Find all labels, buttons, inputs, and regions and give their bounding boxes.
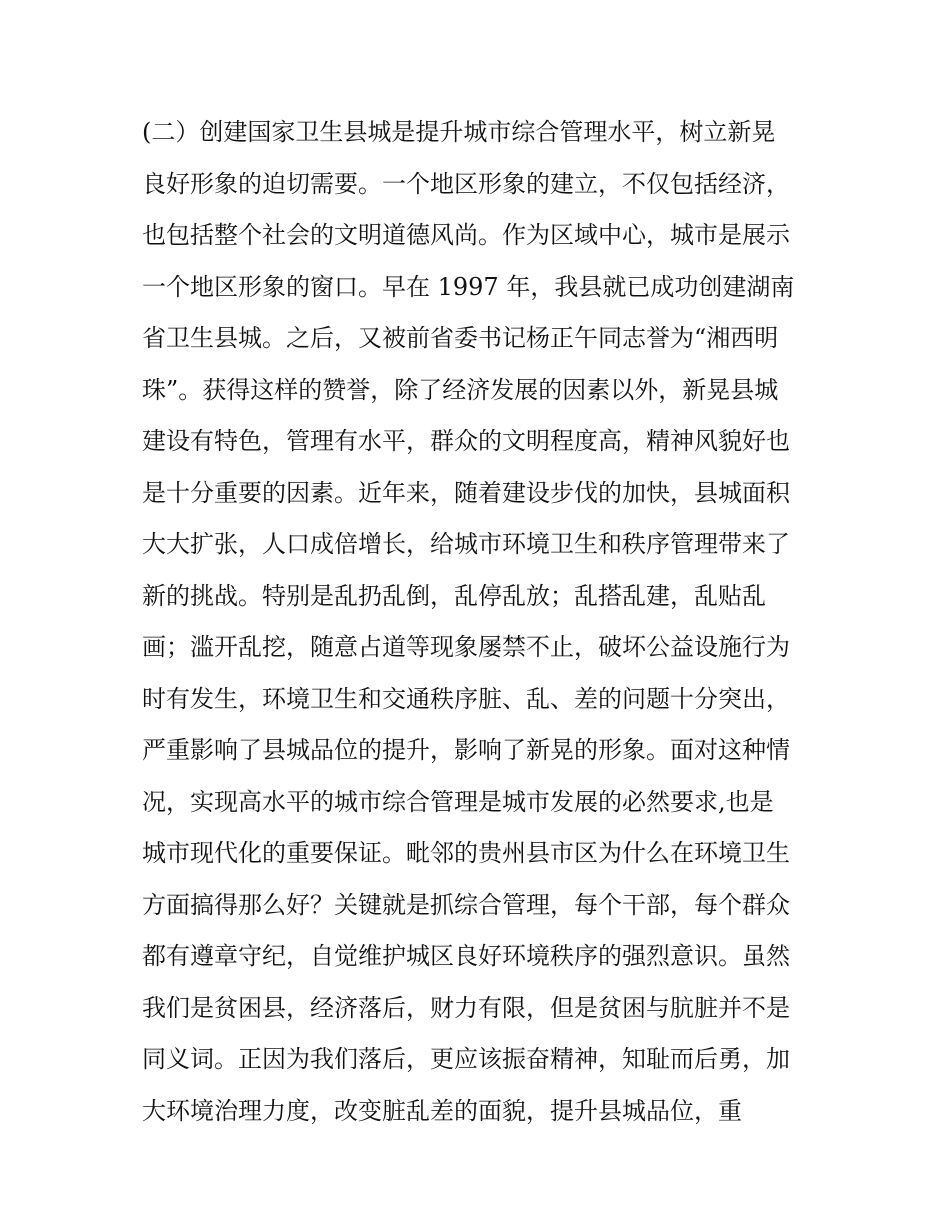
text-line-18: 我们是贫困县，经济落后，财力有限，但是贫困与肮脏并不是 — [142, 993, 790, 1022]
text-line-7: 建设有特色，管理有水平，群众的文明程度高，精神风貌好也 — [142, 427, 790, 455]
text-line-15: 城市现代化的重要保证。毗邻的贵州县市区为什么在环境卫生 — [142, 839, 790, 867]
text-line-10: 新的挑战。特别是乱扔乱倒，乱停乱放；乱搭乱建，乱贴乱 — [142, 581, 766, 610]
text-line-19: 同义词。正因为我们落后，更应该振奋精神，知耻而后勇，加 — [142, 1045, 790, 1073]
text-line-12: 时有发生，环境卫生和交通秩序脏、乱、差的问题十分突出， — [142, 684, 790, 713]
text-line-9: 大大扩张，人口成倍增长，给城市环境卫生和秩序管理带来了 — [142, 530, 790, 558]
text-line-3: 也包括整个社会的文明道德风尚。作为区域中心，城市是展示 — [142, 221, 790, 249]
text-line-13: 严重影响了县城品位的提升，影响了新晃的形象。面对这种情 — [142, 736, 790, 764]
text-line-16: 方面搞得那么好？关键就是抓综合管理，每个干部，每个群众 — [142, 890, 790, 919]
text-line-6: 珠”。获得这样的赞誉，除了经济发展的因素以外，新晃县城 — [142, 375, 779, 404]
text-line-17: 都有遵章守纪，自觉维护城区良好环境秩序的强烈意识。虽然 — [142, 942, 790, 970]
text-line-1: (二）创建国家卫生县城是提升城市综合管理水平，树立新晃 — [142, 118, 776, 146]
text-line-11: 画；滥开乱挖，随意占道等现象屡禁不止，破坏公益设施行为 — [142, 633, 790, 661]
text-line-2: 良好形象的迫切需要。一个地区形象的建立，不仅包括经济， — [142, 169, 790, 198]
text-line-8: 是十分重要的因素。近年来，随着建设步伐的加快，县城面积 — [142, 478, 790, 507]
text-line-20: 大环境治理力度，改变脏乱差的面貌，提升县城品位，重 — [142, 1096, 742, 1125]
text-line-4: 一个地区形象的窗口。早在 1997 年，我县就已成功创建湖南 — [142, 272, 795, 301]
body-paragraph — [142, 107, 822, 1137]
text-line-5: 省卫生县城。之后，又被前省委书记杨正午同志誉为“湘西明 — [142, 324, 779, 352]
text-line-14: 况，实现高水平的城市综合管理是城市发展的必然要求,也是 — [142, 787, 774, 816]
